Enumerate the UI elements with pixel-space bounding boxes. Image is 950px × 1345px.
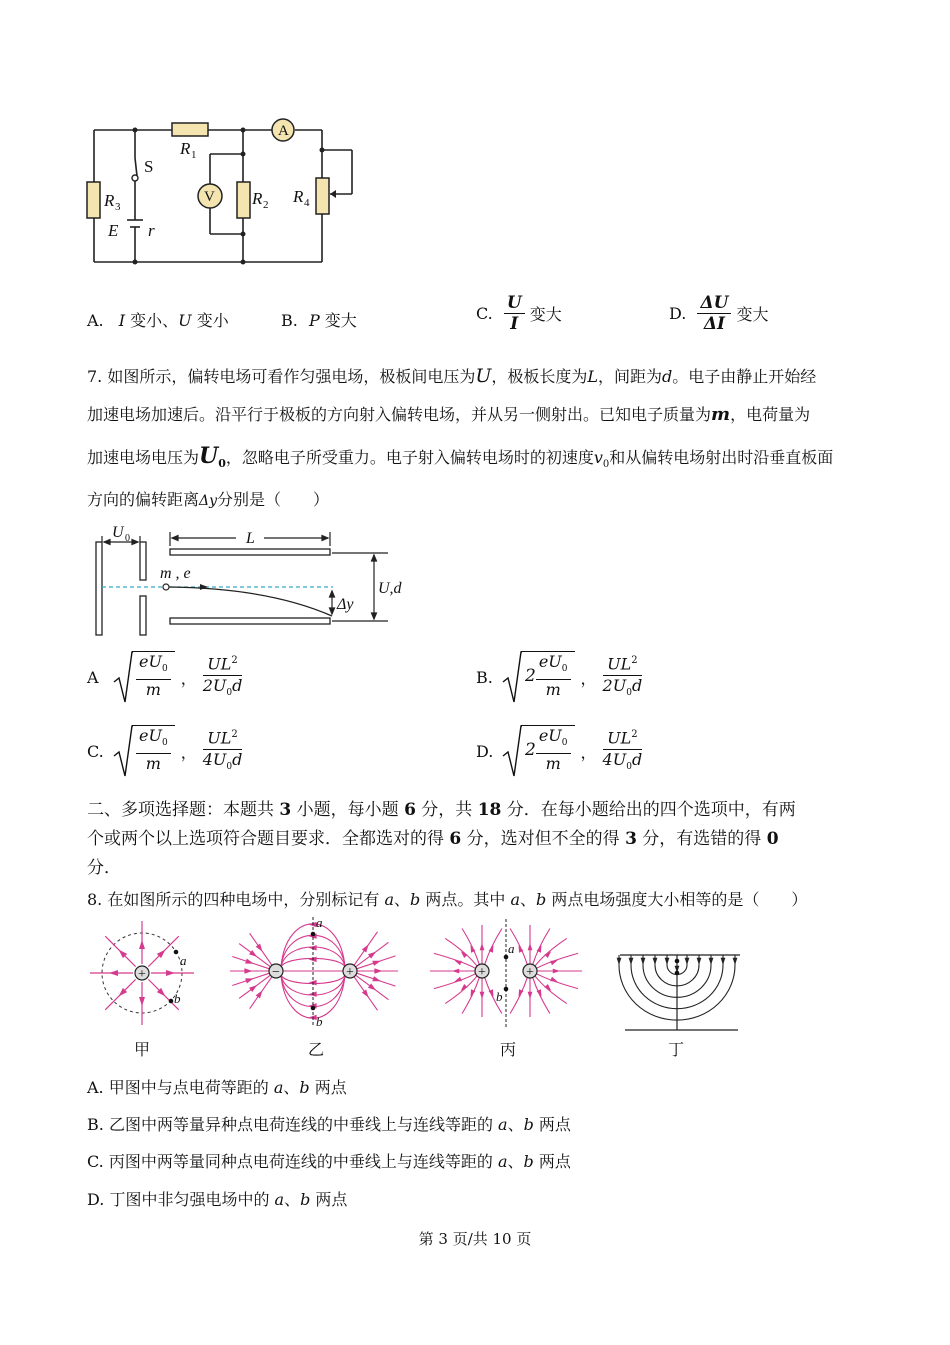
point-marker [311,1006,316,1011]
var-m: m [711,404,731,425]
fraction [603,725,643,777]
ud-label: U,d [378,580,402,597]
fraction-denominator: 2U [602,675,627,695]
text-run: ，极板长度为 [491,367,588,386]
fraction-denominator: 4U [202,749,227,769]
fraction-denominator-tail: d [232,749,243,769]
u0-label: U [112,524,124,541]
fraction-denominator-tail: d [232,675,243,695]
field-arrow [641,958,646,965]
var-b: b [410,890,421,909]
fraction [603,651,643,703]
field-arrow [480,992,485,999]
field-arrow [374,968,382,973]
charge-sign: + [526,965,534,980]
text-run: 和从偏转电场射出时沿垂直板面 [609,448,834,467]
option-letter: B. [281,311,298,330]
var-a: a [273,1078,284,1097]
field-arrow [139,997,145,1006]
fraction-numerator: U [504,293,525,314]
q6-option-a[interactable] [87,308,229,331]
r4-label: R [293,187,304,206]
fraction-numerator: eU [139,725,162,745]
var-v0: v [593,448,603,467]
option-var: I [118,311,126,330]
option-letter: A. [87,1078,104,1097]
q8-stem [87,888,807,912]
fraction [203,651,243,703]
point-label: b [496,989,503,1004]
r2-resistor [237,182,250,218]
field-line [434,953,476,968]
field-arrow [452,969,459,974]
q8-option-b[interactable] [87,1113,571,1137]
sqrt-sign [502,724,522,778]
var-L: L [587,367,599,386]
figure-label-ding: 丁 [668,1042,685,1059]
charge-sign: − [272,965,280,980]
var-U: U [475,365,492,387]
q7-stem-line1 [87,364,816,389]
text-run: 小题，每小题 [291,800,405,820]
field-arrow [249,950,257,957]
coefficient: 2 [525,740,536,760]
comma: ， [580,742,597,762]
charge-sign: + [138,967,146,982]
option-text: 乙图中两等量异种点电荷连线的中垂线上与连线等距的 [108,1115,499,1134]
r4-subscript: 4 [304,197,310,209]
fraction-denominator: m [145,680,161,700]
superscript: 2 [631,655,638,667]
q8-option-c[interactable] [87,1150,571,1174]
option-text: 丙图中两等量同种点电荷连线的中垂线上与连线等距的 [108,1152,498,1171]
fraction-numerator: ΔU [697,293,731,314]
separator: 、 [507,1115,524,1134]
sqrt-sign [502,650,522,704]
fraction [697,293,731,334]
option-letter: D. [669,304,687,323]
section2-line3 [87,854,121,882]
field-diagram-yi [230,915,398,1029]
r1-resistor [172,123,208,136]
text-run: 、 [394,890,411,909]
field-arrow [553,969,560,974]
field-arrow [685,958,690,965]
field-arrow [256,944,263,952]
var-b: b [523,1115,534,1134]
emf-label: E [108,221,119,240]
field-arrow [550,960,558,965]
field-arrow [697,958,702,965]
fraction [203,725,243,777]
point-label: a [316,915,323,930]
text-run: 分别是（ ） [217,490,330,509]
q6-option-d[interactable] [669,293,769,334]
number: 6 [404,800,416,820]
fraction-numerator: eU [538,725,562,745]
q7-stem-line2 [87,403,810,427]
ammeter-label: A [278,123,289,139]
fraction-denominator-tail: d [631,675,643,695]
sqrt-sign [113,724,133,778]
field-arrow [550,977,558,982]
subscript: 0 [161,664,168,675]
deflection-diagram [88,520,418,640]
var-dy: Δy [199,493,218,509]
option-text: 两点 [309,1078,347,1097]
option-text: 丁图中非匀强电场中的 [109,1190,275,1209]
field-diagram-ding [617,955,740,1030]
field-arrow [368,952,376,959]
option-text: 两点 [533,1152,571,1171]
fraction-denominator: m [145,754,161,774]
text-run: 方向的偏转距离 [87,490,200,509]
text-run: 二、多项选择题：本题共 [87,800,280,820]
point-label: a [508,941,515,956]
text-run: ，忽略电子所受重力。电子射入偏转电场时的初速度 [225,448,594,467]
text-run: 分，选对但不全的得 [461,829,626,849]
field-arrow [368,983,376,990]
field-arrow [480,943,485,950]
field-arrow [245,959,254,964]
text-run: 分． [87,858,121,878]
subscript: 0 [226,687,233,698]
q8-option-d[interactable] [87,1188,347,1212]
field-arrow [653,958,658,965]
fraction-denominator-tail: d [631,749,643,769]
text-run: 分．在每小题给出的四个选项中，有两 [501,800,796,820]
field-diagram-jia [90,921,194,1025]
number: 3 [625,829,637,849]
field-arrow [528,943,533,950]
option-text: 两点 [533,1115,571,1134]
field-arrow [256,990,263,998]
r3-subscript: 3 [115,201,121,213]
text-run: ，间距为 [598,367,663,386]
internal-resistance-label: r [148,221,155,240]
superscript: 2 [231,729,238,741]
text-run: 8. 在如图所示的四种电场中，分别标记有 [87,890,385,909]
fraction-numerator: UL [607,654,632,674]
option-letter: A [87,667,99,687]
text-run: 。电子由静止开始经 [672,367,817,386]
option-letter: D. [87,1190,105,1209]
option-letter: C. [476,304,493,323]
var-a: a [510,890,520,909]
fraction-denominator: m [545,680,561,700]
var-a: a [274,1190,285,1209]
field-arrow [454,960,462,965]
switch-label: S [144,157,154,176]
text-run: 加速电场电压为 [87,448,200,467]
point-marker [311,932,316,937]
point-marker [169,999,174,1004]
point-marker [675,959,680,964]
fraction-numerator: eU [538,651,562,671]
fraction [136,726,171,774]
field-arrow [372,976,381,981]
figure-label-jia: 甲 [134,1042,151,1059]
fraction [536,726,571,774]
q7-option-a[interactable] [87,650,242,704]
dy-label: Δy [337,596,354,613]
electron-label: m , e [160,565,191,582]
subscript: 0 [218,457,226,471]
q7-stem-line4 [87,488,329,513]
comma: ， [180,668,197,688]
q7-stem-line3 [87,444,833,477]
superscript: 2 [231,655,238,667]
number: 0 [766,829,779,849]
q7-option-d[interactable] [476,724,642,778]
fraction-denominator: 4U [602,749,627,769]
q8-option-a[interactable] [87,1076,347,1100]
subscript: 0 [626,761,632,772]
subscript: 0 [602,459,610,471]
r2-label: R [252,189,263,208]
field-arrow [249,985,257,992]
q7-option-b[interactable] [476,650,642,704]
field-arrow [709,958,714,965]
coefficient: 2 [525,666,536,686]
fraction-denominator: 2U [202,675,227,695]
var-b: b [523,1152,534,1171]
fraction [536,652,571,700]
fraction [136,652,171,700]
q6-option-b[interactable] [281,308,357,331]
field-arrow [362,944,369,952]
length-label: L [246,530,255,547]
field-arrow [245,978,254,983]
field-arrow [372,961,381,966]
option-text: 变大 [736,305,769,324]
field-arrow [454,977,462,982]
field-line [536,953,578,968]
var-a: a [497,1152,508,1171]
option-letter: C. [87,741,104,761]
field-arrow [733,958,738,965]
field-arrow [362,989,369,997]
r1-subscript: 1 [191,149,197,161]
text-run: ，电荷量为 [730,405,811,424]
fraction-denominator: I [510,314,519,334]
separator: 、 [284,1190,301,1209]
number: 6 [449,829,462,849]
point-label: a [180,953,187,968]
option-letter: D. [476,741,494,761]
q6-option-c[interactable] [476,293,562,334]
point-marker [174,950,179,955]
r4-rheostat [316,178,329,214]
subscript: 0 [161,738,168,749]
r3-resistor [87,182,100,218]
text-run: 个或两个以上选项符合题目要求．全都选对的得 [87,829,450,849]
option-text: 变小、 [130,311,179,330]
q7-option-c[interactable] [87,724,242,778]
fraction-numerator: UL [207,728,232,748]
sqrt-sign [113,650,133,704]
number: 3 [279,800,292,820]
voltmeter-label: V [204,189,215,205]
field-diagram-bing [430,919,582,1027]
var-b: b [536,890,547,909]
field-arrow [109,970,118,976]
field-arrow [528,992,533,999]
text-run: 两点。其中 [420,890,511,909]
text-run: 加速电场加速后。沿平行于极板的方向射入偏转电场，并从另一侧射出。已知电子质量为 [87,405,712,424]
figure-label-bing: 丙 [500,1042,517,1059]
number: 18 [477,800,502,820]
option-letter: C. [87,1152,104,1171]
option-text: 变大 [529,305,562,324]
option-letter: A. [87,311,104,330]
charge-sign: + [346,965,354,980]
comma: ， [180,742,197,762]
section2-line1 [87,796,796,824]
fraction-denominator: m [545,754,561,774]
var-d: d [662,367,673,386]
field-arrow [166,970,175,976]
section2-line2 [87,825,779,853]
figure-label-yi: 乙 [308,1042,325,1059]
comma: ， [580,668,597,688]
r2-subscript: 2 [263,199,269,211]
point-label: b [316,1014,323,1029]
option-text: 变大 [324,311,357,330]
var-b: b [300,1190,311,1209]
option-text: 甲图中与点电荷等距的 [108,1078,274,1097]
field-arrow [244,968,252,973]
r3-label: R [104,191,115,210]
option-letter: B. [476,667,493,687]
circuit-diagram [80,110,370,280]
subscript: 0 [561,738,568,749]
fraction-numerator: UL [207,654,232,674]
option-letter: B. [87,1115,104,1134]
field-arrow [721,958,726,965]
var-U0: U [199,443,219,469]
fraction-numerator: UL [607,728,632,748]
separator: 、 [507,1152,524,1171]
point-marker [675,971,680,976]
subscript: 0 [561,664,568,675]
var-a: a [498,1115,508,1134]
r1-label: R [180,139,191,158]
text-run: 7. 如图所示，偏转电场可看作匀强电场，极板间电压为 [87,367,476,386]
option-var: U [178,311,192,330]
page-footer: 第 3 页/共 10 页 [418,1230,532,1248]
option-text: 两点 [310,1190,348,1209]
point-label: b [174,991,181,1006]
field-arrow [617,958,622,965]
field-diagrams [80,915,760,1065]
text-run: 两点电场强度大小相等的是（ ） [546,890,808,909]
field-arrow [139,940,145,949]
field-line [434,974,476,989]
text-run: 分，共 [415,800,478,820]
var-b: b [299,1078,310,1097]
u0-subscript: 0 [125,533,130,544]
point-marker [504,987,509,992]
text-run: 、 [520,890,537,909]
text-run: 分，有选错的得 [636,829,767,849]
fraction-denominator: ΔI [703,314,726,334]
charge-sign: + [478,965,486,980]
field-arrow [629,958,634,965]
separator: 、 [283,1078,300,1097]
field-arrow [665,958,670,965]
field-line [536,974,578,989]
var-a: a [384,890,394,909]
subscript: 0 [226,761,233,772]
option-text: 变小 [196,311,229,330]
fraction [504,293,525,334]
subscript: 0 [626,687,632,698]
option-var: P [308,311,320,330]
fraction-numerator: eU [139,651,162,671]
superscript: 2 [631,729,638,741]
